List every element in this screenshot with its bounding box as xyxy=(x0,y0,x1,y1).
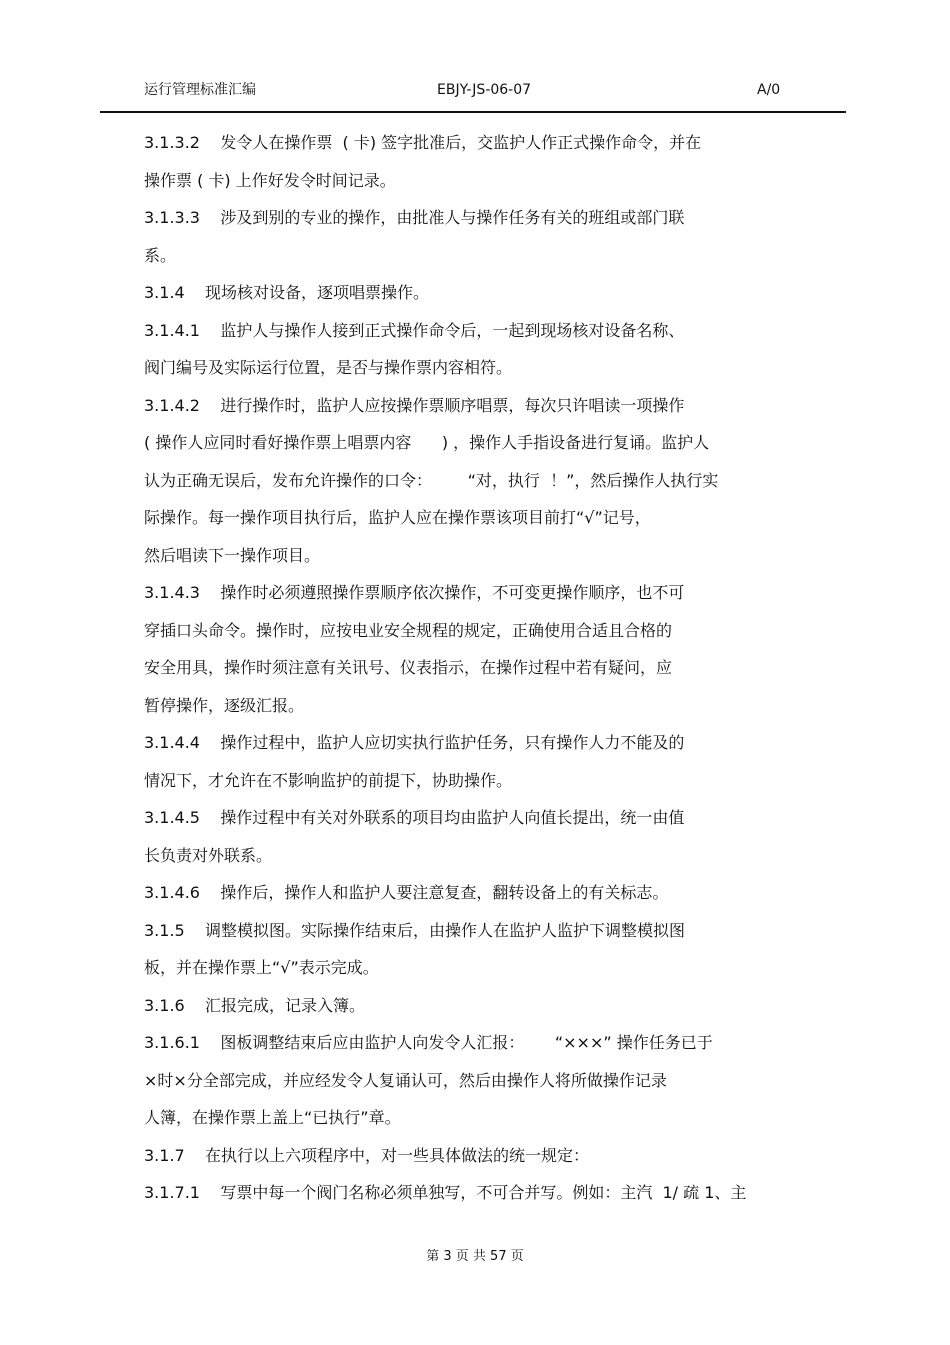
page-header xyxy=(0,80,950,104)
text-line: 3.1.4 现场核对设备，逐项唱票操作。 xyxy=(144,283,430,302)
text-line: 3.1.4.4 操作过程中，监护人应切实执行监护任务，只有操作人力不能及的 xyxy=(144,733,685,752)
text-line: 穿插口头命令。操作时，应按电业安全规程的规定，正确使用合适且合格的 xyxy=(144,620,673,640)
text-line: 3.1.3.2 发令人在操作票 ( 卡) 签字批准后，交监护人作正式操作命令，并在 xyxy=(144,133,702,152)
text-line: 3.1.4.5 操作过程中有关对外联系的项目均由监护人向值长提出，统一由值 xyxy=(144,808,685,827)
text-line: 然后唱读下一操作项目。 xyxy=(144,545,321,565)
text-line: 情况下，才允许在不影响监护的前提下，协助操作。 xyxy=(144,770,513,790)
text-line: ×时×分全部完成，并应经发令人复诵认可，然后由操作人将所做操作记录 xyxy=(144,1070,667,1090)
text-line: 3.1.5 调整模拟图。实际操作结束后，由操作人在监护人监护下调整模拟图 xyxy=(144,920,686,940)
text-line: 际操作。每一操作项目执行后，监护人应在操作票该项目前打“√”记号， xyxy=(144,508,651,527)
text-line: 3.1.4.1 监护人与操作人接到正式操作命令后，一起到现场核对设备名称、 xyxy=(144,320,685,340)
header-revision: A/0 xyxy=(757,82,781,98)
text-line: ( 操作人应同时看好操作票上唱票内容 ) ，操作人手指设备进行复诵。监护人 xyxy=(144,433,710,452)
text-line: 阀门编号及实际运行位置，是否与操作票内容相符。 xyxy=(144,358,513,377)
header-doc-code: EBJY-JS-06-07 xyxy=(437,82,532,98)
text-line: 3.1.7 在执行以上六项程序中，对一些具体做法的统一规定： xyxy=(144,1145,590,1165)
text-line: 板，并在操作票上“√”表示完成。 xyxy=(144,958,379,977)
text-line: 安全用具，操作时须注意有关讯号、仪表指示，在操作过程中若有疑问，应 xyxy=(144,658,673,677)
text-line: 人簿，在操作票上盖上“已执行”章。 xyxy=(144,1108,401,1127)
text-line: 3.1.7.1 写票中每一个阀门名称必须单独写，不可合并写。例如：主汽 1/ 疏 1、主 xyxy=(144,1183,747,1202)
text-line: 3.1.4.3 操作时必须遵照操作票顺序依次操作，不可变更操作顺序，也不可 xyxy=(144,583,685,602)
text-line: 3.1.4.2 进行操作时，监护人应按操作票顺序唱票，每次只许唱读一项操作 xyxy=(144,395,685,415)
header-title: 运行管理标准汇编 xyxy=(144,82,256,98)
text-line: 暂停操作，逐级汇报。 xyxy=(144,695,305,715)
text-line: 3.1.6.1 图板调整结束后应由监护人向发令人汇报： “×××” 操作任务已于 xyxy=(144,1033,713,1052)
header-rule xyxy=(100,111,846,113)
text-line: 操作票 ( 卡) 上作好发令时间记录。 xyxy=(144,170,396,190)
text-line: 长负责对外联系。 xyxy=(144,845,273,865)
body-text xyxy=(144,130,824,1218)
text-line: 系。 xyxy=(144,245,177,265)
text-line: 3.1.6 汇报完成，记录入簿。 xyxy=(144,995,366,1015)
text-line: 3.1.3.3 涉及到别的专业的操作，由批准人与操作任务有关的班组或部门联 xyxy=(144,208,685,227)
text-line: 认为正确无误后，发布允许操作的口令： “对，执行 ！”，然后操作人执行实 xyxy=(144,470,719,490)
text-line: 3.1.4.6 操作后，操作人和监护人要注意复查，翻转设备上的有关标志。 xyxy=(144,883,669,902)
page-footer: 第 3 页 共 57 页 xyxy=(426,1249,524,1264)
